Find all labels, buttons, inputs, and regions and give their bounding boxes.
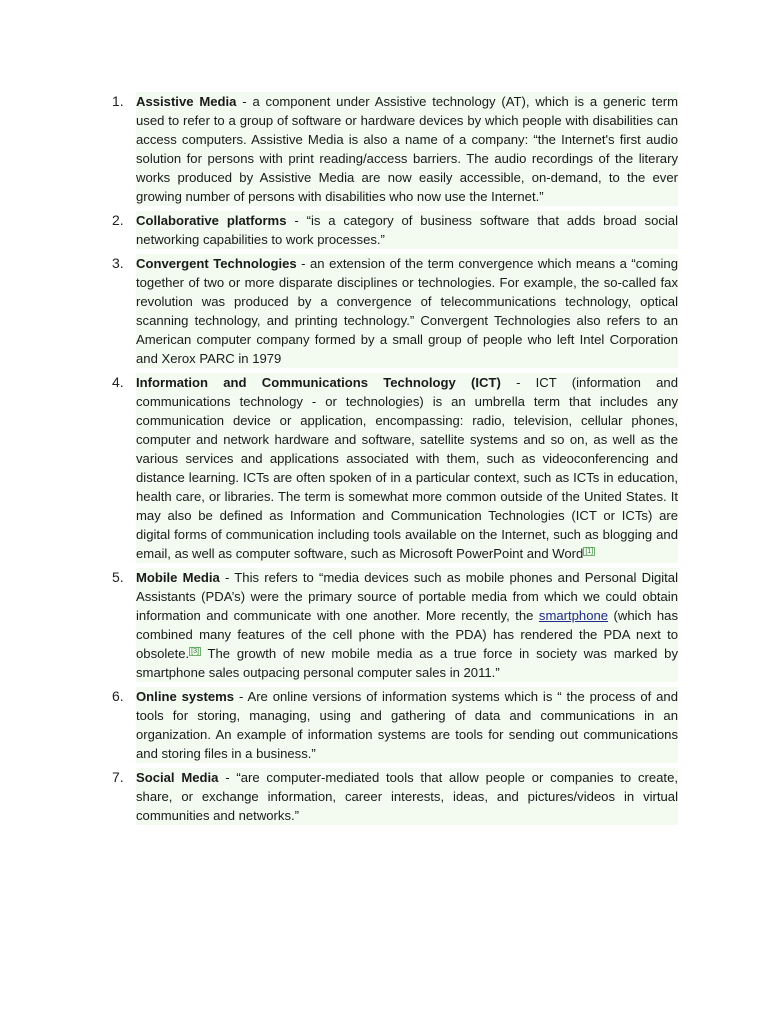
item-definition: - “is a category of business software that adds broad social networking capabilities to work processes.” <box>136 213 679 247</box>
item-term: Information and Communications Technology (ICT) <box>136 375 501 390</box>
item-definition: (which has combined many features of the cell phone with the PDA) has rendered the PDA next to obsolete. <box>136 608 678 661</box>
list-item <box>112 254 680 368</box>
footnote-reference[interactable]: [3] <box>191 647 199 655</box>
item-definition: - This refers to “media devices such as mobile phones and Personal Digital Assistants (PDA’s) were the primary source of portable media from which we could obtain information and communicate with one another. More recently, the <box>136 570 678 623</box>
item-term: Social Media <box>136 770 219 785</box>
item-number: 3. <box>112 255 124 271</box>
item-number: 2. <box>112 212 124 228</box>
item-definition: The growth of new mobile media as a true force in society was marked by smartphone sales outpacing personal computer sales in 2011.” <box>136 646 678 680</box>
item-definition: - ICT (information and communications technology - or technologies) is an umbrella term that includes any communication device or application, encompassing: radio, television, cellular phones, computer and network hardware and software, satellite systems and so on, as well as the various services and applications associated with them, such as videoconferencing and distance learning. ICTs are often spoken of in a particular context, such as ICTs in education, health care, or libraries. The term is somewhat more common outside of the United States. It may also be defined as Information and Communication Technologies (ICT or ICTs) are digital forms of communication including tools available on the Internet, such as blogging and email, as well as computer software, such as Microsoft PowerPoint and Word <box>136 375 678 561</box>
item-term: Mobile Media <box>136 570 220 585</box>
item-definition: - a component under Assistive technology (AT), which is a generic term used to refer to a group of software or hardware devices by which people with disabilities can access computers. Assistive Media is also a name of a company: “the Internet's first audio solution for persons with print reading/access barriers. The audio recordings of the literary works produced by Assistive Media are now easily accessible, on-demand, to the ever growing number of persons with disabilities who now use the Internet.” <box>136 94 678 204</box>
list-item <box>112 768 680 825</box>
item-definition: - “are computer-mediated tools that allow people or companies to create, share, or exchange information, career interests, ideas, and pictures/videos in virtual communities and networks.” <box>136 770 678 823</box>
item-term: Collaborative platforms <box>136 213 287 228</box>
list-item <box>112 373 680 563</box>
smartphone-link[interactable]: smartphone <box>538 608 609 623</box>
item-definition: - an extension of the term convergence which means a “coming together of two or more disparate disciplines or technologies. For example, the so-called fax revolution was produced by a convergence of telecommunications technology, optical scanning technology, and printing technology.” Convergent Technologies also refers to an American computer company formed by a small group of people who left Intel Corporation and Xerox PARC in 1979 <box>136 256 678 366</box>
item-term: Convergent Technologies <box>136 256 297 271</box>
item-text <box>136 254 678 368</box>
item-text <box>136 211 678 249</box>
list-item <box>112 211 680 249</box>
item-text <box>136 92 678 206</box>
item-text <box>136 373 678 563</box>
item-text <box>136 568 678 682</box>
item-number: 1. <box>112 93 124 109</box>
list-item <box>112 92 680 206</box>
glossary-list <box>112 92 680 830</box>
item-number: 5. <box>112 569 124 585</box>
item-definition: - Are online versions of information systems which is “ the process of and tools for storing, managing, using and gathering of data and communications in an organization. An example of information systems are tools for sending out communications and storing files in a business.” <box>136 689 678 761</box>
item-text <box>136 768 678 825</box>
footnote-reference[interactable]: [1] <box>585 547 594 555</box>
list-item <box>112 687 680 763</box>
item-number: 4. <box>112 374 124 390</box>
item-number: 6. <box>112 688 124 704</box>
item-term: Online systems <box>136 689 235 704</box>
item-number: 7. <box>112 769 124 785</box>
item-text <box>136 687 678 763</box>
list-item <box>112 568 680 682</box>
item-term: Assistive Media <box>136 94 237 109</box>
